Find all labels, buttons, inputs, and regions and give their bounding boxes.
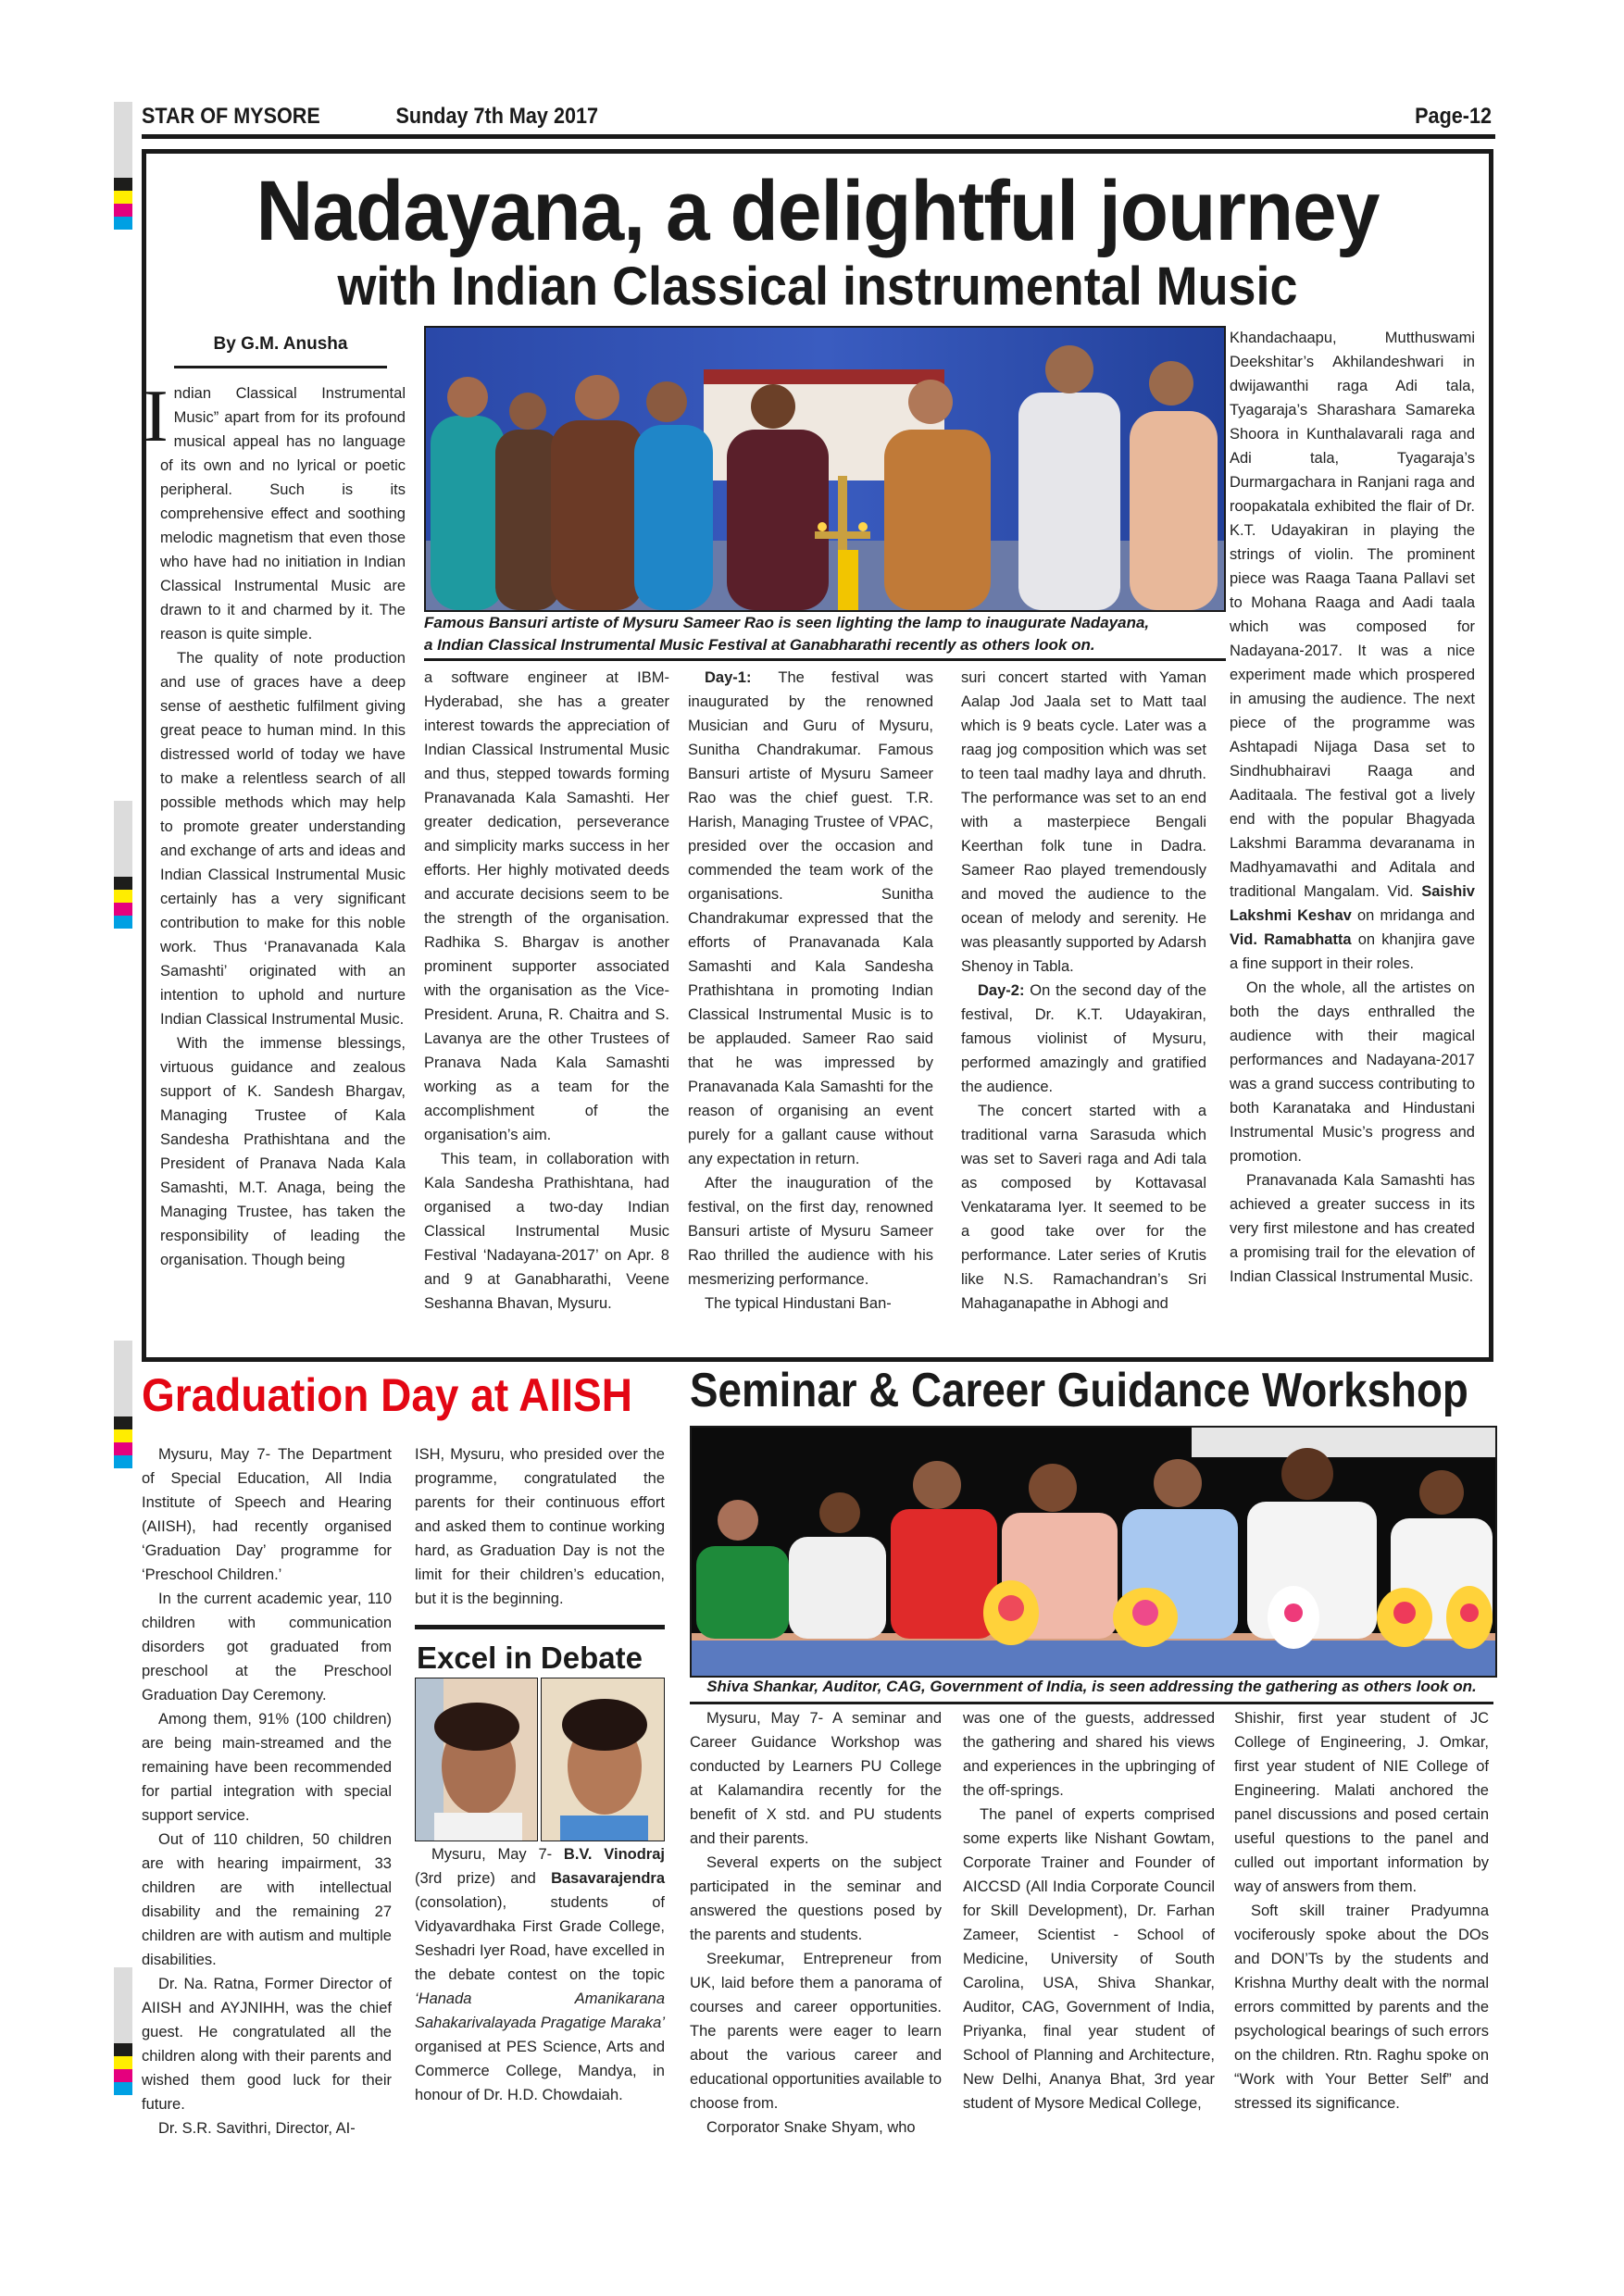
photo-lamp-lighting-ceremony-icon xyxy=(426,328,1224,610)
masthead-rule xyxy=(142,134,1495,139)
paragraph: The festival was inaugurated by the renowned Musician and Guru of Mysuru, Sunitha Chandrakumar. Famous Bansuri artiste of Mysuru Sameer Rao was the chief guest. T.R. Harish, Managing Trustee of VPAC, presided over the occasion and commended the team work of the organisations. Sunitha Chandrakumar expressed that the efforts of Pranavanada Kala Samashti and Kala Sandesha Prathishtana in promoting Indian Classical Instrumental Music is to be applauded. Sameer Rao said that he was impressed by Pranavanada Kala Samashti for the reason of organising an event purely for a gallant cause without any expectation in return. xyxy=(688,669,933,1167)
seminar-headline: Seminar & Career Guidance Workshop xyxy=(690,1364,1468,1417)
paragraph: organised at PES Science, Arts and Commerce College, Mandya, in honour of Dr. H.D. Chowdaiah. xyxy=(415,2039,665,2103)
lead-photo-caption xyxy=(424,612,1226,661)
paragraph: Dr. S.R. Savithri, Director, AI- xyxy=(158,2120,356,2137)
seminar-column-3 xyxy=(1234,1706,1489,2115)
student-name: Basavarajendra xyxy=(551,1870,665,1887)
aiish-headline: Graduation Day at AIISH xyxy=(142,1369,632,1421)
seminar-column-1 xyxy=(690,1706,942,2140)
paragraph: ndian Classical Instrumental Music” apart from for its profound musical appeal has no language of its own and no lyrical or poetic peripheral. Such is its comprehensive effect and soothing melodic magnetism that even those who have had no initiation in Indian Classical Instrumental Music are drawn to it and charmed by it. The reason is quite simple. xyxy=(160,385,406,643)
aiish-column-1 xyxy=(142,1442,392,2140)
portrait-photo-vinodraj-icon xyxy=(416,1678,537,1841)
paragraph: on mridanga and xyxy=(1351,907,1475,924)
seminar-column-2 xyxy=(963,1706,1215,2115)
debate-headline: Excel in Debate xyxy=(417,1641,643,1675)
paragraph: Shishir, first year student of JC College of Engineering, J. Omkar, first year student of NIE College of Engineering. Malati anchored the panel discussions and posed certain useful questions to the panel and culled out important information by way of answers from them. xyxy=(1234,1710,1489,1895)
day1-label: Day-1: xyxy=(705,669,752,686)
day2-label: Day-2: xyxy=(978,982,1025,999)
paragraph: In the current academic year, 110 children with communication disorders got graduated from preschool at the Preschool Graduation Day Ceremony. xyxy=(142,1591,392,1703)
lead-column-5 xyxy=(1230,326,1475,1289)
paragraph: The quality of note production and use of graces have a deep sense of aesthetic fulfilment giving great peace to human mind. In this distressed world of today we have to make a relentless search of all possible methods which may help to promote greater understanding and exchange of arts and ideas and Indian Classical Instrumental Music certainly has a very significant contribution to make for this noble work. Thus ‘Pranavanada Kala Samashti’ originated with an intention to uphold and nurture Indian Classical Instrumental Music. xyxy=(160,650,406,1028)
lead-photo xyxy=(424,326,1226,612)
artist-name: Vid. Ramabhatta xyxy=(1230,931,1352,948)
paragraph: Mysuru, May 7- The Department of Special Education, All India Institute of Speech and Hearing (AIISH), had recently organised ‘Graduation Day’ programme for ‘Preschool Children.’ xyxy=(142,1446,392,1583)
paragraph: was one of the guests, addressed the gathering and shared his views and experiences in the upbringing of the off-springs. xyxy=(963,1710,1215,1799)
paragraph: This team, in collaboration with Kala Sandesha Prathishtana, had organised a two-day Indian Classical Instrumental Music Festival ‘Nadayana-2017’ on Apr. 8 and 9 at Ganabharathi, Veene Seshanna Bhavan, Mysuru. xyxy=(424,1151,669,1312)
portrait-photo-basavarajendra-icon xyxy=(542,1678,664,1841)
debate-rule xyxy=(415,1625,665,1629)
paragraph: on khanjira gave a fine support in their roles. xyxy=(1230,931,1476,972)
paragraph: Pranavanada Kala Samashti has achieved a greater success in its very first milestone and has created a promising trail for the elevation of Indian Classical Instrumental Music. xyxy=(1230,1172,1475,1285)
issue-date: Sunday 7th May 2017 xyxy=(395,104,598,129)
paragraph: Mysuru, May 7- xyxy=(431,1846,564,1863)
lead-story-box xyxy=(142,149,1493,1362)
paragraph: The panel of experts comprised some experts like Nishant Gowtam, Corporate Trainer and Founder of AICCSD (All India Corporate Council for Skill Development), Dr. Farhan Zameer, Scientist - School of Medicine, University of South Carolina, USA, Shiva Shankar, Auditor, CAG, Government of India, Priyanka, final year student of School of Planning and Architecture, New Delhi, Ananya Bhat, 3rd year student of Mysore Medical College, xyxy=(963,1806,1215,2112)
paragraph: On the whole, all the artistes on both the days enthralled the audience with their magical performances and Nadayana-2017 was a grand success contributing to both Karanataka and Hindustani Instrumental Music’s progress and promotion. xyxy=(1230,980,1475,1165)
paragraph: Corporator Snake Shyam, who xyxy=(706,2119,916,2136)
debate-topic: ‘Hanada Amanikarana Sahakarivalayada Pragatige Maraka’ xyxy=(415,1990,665,2031)
print-registration-mark xyxy=(114,1341,132,1468)
paragraph: suri concert started with Yaman Aalap Jod Jaala set to Matt taal which is 9 beats cycle. Later was a raag jog composition which was set to teen taal madhy laya and dhruth. The performance was set to an end with a masterpiece Bengali Keerthan folk tune in Dadra. Sameer Rao played tremendously and moved the audience to the ocean of melody and serenity. He was pleasantly supported by Adarsh Shenoy in Tabla. xyxy=(961,669,1206,975)
paragraph: Khandachaapu, Mutthuswami Deekshitar’s Akhilandeshwari in dwijawanthi raga Adi tala, Tyagaraja’s Sharashara Samareka Shoora in Kunthalavarali raga and Adi tala, Tyagaraja’s Durmargachara in Ranjani raga and roopakatala exhibited the flair of Dr. K.T. Udayakiran in playing the strings of violin. The prominent piece was Raaga Taana Pallavi set to Mohana Raaga and Aadi taala which was composed for Nadayana-2017. It was a nice experiment made which prospered in amusing the audience. The next piece of the programme was Ashtapadi Nijaga Dasa set to Sindhubhairavi Raaga and Aaditaala. The festival got a lively end with the popular Bhagyada Lakshmi Baramma devaranama in Madhyamavathi and Aditala and traditional Mangalam. Vid. xyxy=(1230,330,1475,900)
paragraph: Several experts on the subject participated in the seminar and answered the questions posed by the parents and students. xyxy=(690,1854,942,1943)
dropcap: I xyxy=(144,376,169,457)
paragraph: (3rd prize) and xyxy=(415,1870,552,1887)
paragraph: Sreekumar, Entrepreneur from UK, laid before them a panorama of courses and career opportunities. The parents were eager to learn about the various career and educational opportunities available to choose from. xyxy=(690,1951,942,2112)
paragraph: Dr. Na. Ratna, Former Director of AIISH and AYJNIHH, was the chief guest. He congratulated all the children along with their parents and wished them good luck for their future. xyxy=(142,1976,392,2113)
caption-line-2: a Indian Classical Instrumental Music Festival at Ganabharathi recently as others look on. xyxy=(424,636,1095,654)
lead-headline: Nadayana, a delightful journey xyxy=(256,164,1380,258)
print-registration-mark xyxy=(114,1967,132,2095)
student-name: B.V. Vinodraj xyxy=(563,1846,665,1863)
paragraph: Among them, 91% (100 children) are being main-streamed and the remaining have been recommended for partial integration with special support service. xyxy=(142,1711,392,1824)
aiish-column-2 xyxy=(415,1442,665,1611)
lead-subheadline: with Indian Classical instrumental Music xyxy=(337,256,1298,317)
paragraph: The concert started with a traditional varna Sarasuda which was set to Saveri raga and Adi tala as composed by Kottavasal Venkatarama Iyer. It seemed to be a good take over for the performance. Later series of Krutis like N.S. Ramachandran’s Sri Mahaganapathe in Abhogi and xyxy=(961,1103,1206,1312)
print-registration-mark xyxy=(114,801,132,929)
paragraph: With the immense blessings, virtuous guidance and zealous support of K. Sandesh Bhargav, Managing Trustee of Kala Sandesha Prathishtana and the President of Pranava Nada Kala Samashti, M.T. Anaga, being the Managing Trustee, has taken the responsibility of leading the organisation. Though being xyxy=(160,1035,406,1268)
lead-column-3 xyxy=(688,666,933,1316)
portrait-photo-right xyxy=(541,1678,665,1841)
paragraph: Mysuru, May 7- A seminar and Career Guidance Workshop was conducted by Learners PU College at Kalamandira recently for the benefit of X std. and PU students and their parents. xyxy=(690,1710,942,1847)
newspaper-name: STAR OF MYSORE xyxy=(142,104,320,129)
photo-panel-discussion-icon xyxy=(692,1428,1495,1676)
lead-column-1 xyxy=(144,376,406,1272)
seminar-photo xyxy=(690,1426,1497,1678)
paragraph: The typical Hindustani Ban- xyxy=(705,1295,892,1312)
lead-column-4 xyxy=(961,666,1206,1316)
caption-line-1: Famous Bansuri artiste of Mysuru Sameer Rao is seen lighting the lamp to inaugurate Nadayana, xyxy=(424,614,1150,631)
seminar-photo-caption: Shiva Shankar, Auditor, CAG, Government of India, is seen addressing the gathering as others look on. xyxy=(690,1676,1493,1704)
lead-column-2 xyxy=(424,666,669,1316)
print-registration-mark xyxy=(114,102,132,230)
paragraph: On the second day of the festival, Dr. K.T. Udayakiran, famous violinist of Mysuru, performed amazingly and gratified the audience. xyxy=(961,982,1206,1095)
paragraph: a software engineer at IBM-Hyderabad, she has a greater interest towards the appreciation of Indian Classical Instrumental Music and thus, stepped towards forming Pranavanada Kala Samashti. Her greater dedication, perseverance and simplicity marks success in her efforts. Her highly motivated deeds and accurate decisions seem to be the strength of the organisation. Radhika S. Bhargav is another prominent supporter associated with the organisation as the Vice-President. Aruna, R. Chaitra and S. Lavanya are the other Trustees of Pranava Nada Kala Samashti working as a team for the accomplishment of the organisation’s aim. xyxy=(424,669,669,1143)
paragraph: ISH, Mysuru, who presided over the programme, congratulated the parents for their continuous effort and asked them to continue working hard, as Graduation Day is not the limit for their children’s education, but it is the beginning. xyxy=(415,1446,665,1607)
page-number: Page-12 xyxy=(1415,104,1492,129)
debate-body xyxy=(415,1842,665,2107)
paragraph: After the inauguration of the festival, on the first day, renowned Bansuri artiste of Mysuru Sameer Rao thrilled the audience with his mesmerizing performance. xyxy=(688,1175,933,1288)
paragraph: Out of 110 children, 50 children are with hearing impairment, 33 children are with intellectual disability and the remaining 27 children are with autism and multiple disabilities. xyxy=(142,1831,392,1968)
paragraph: (consolation), students of Vidyavardhaka First Grade College, Seshadri Iyer Road, have excelled in the debate contest on the topic xyxy=(415,1894,665,1983)
portrait-photo-left xyxy=(415,1678,538,1841)
paragraph: Soft skill trainer Pradyumna vociferously spoke about the DOs and DON’Ts by the students and Krishna Murthy dealt with the normal errors committed by parents and the psychological bearings of such errors on the children. Rtn. Raghu spoke on “Work with Your Better Self” and stressed its significance. xyxy=(1234,1903,1489,2112)
artist-name: Saishiv Lakshmi Keshav xyxy=(1230,883,1475,924)
byline: By G.M. Anusha xyxy=(174,334,387,368)
masthead xyxy=(142,104,1492,137)
